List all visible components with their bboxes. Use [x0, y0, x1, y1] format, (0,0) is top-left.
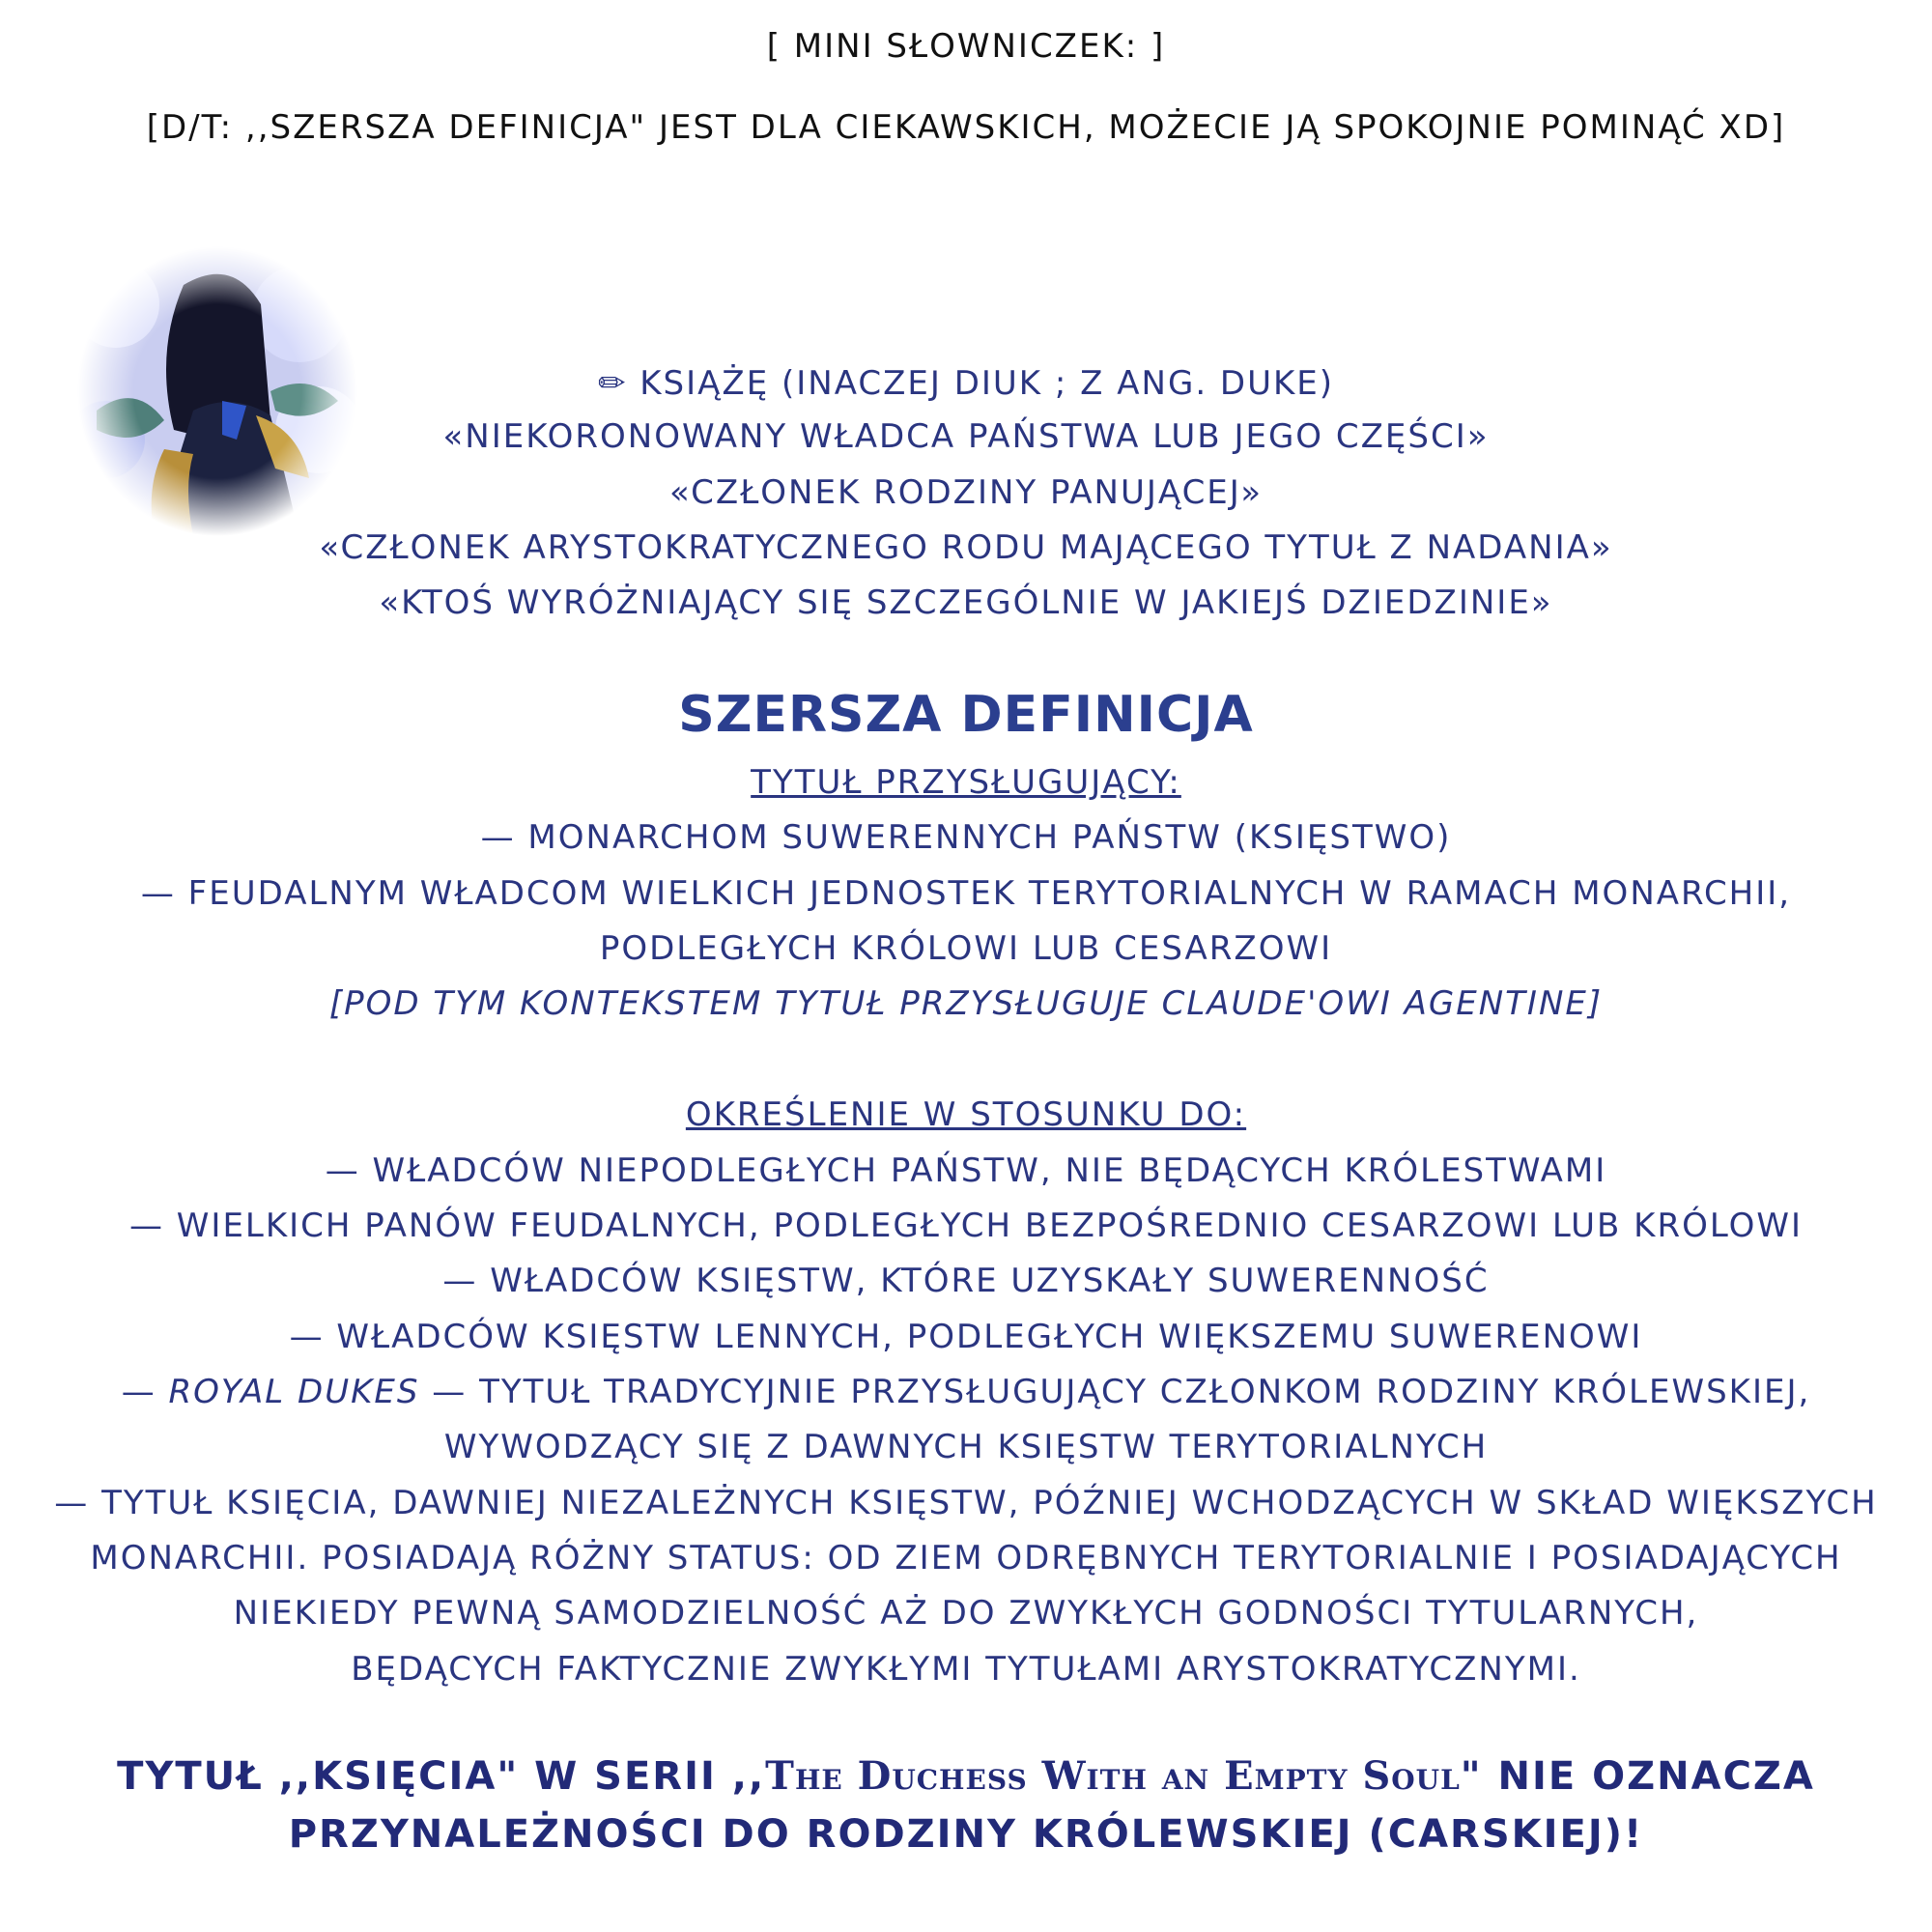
definition-meaning: «CZŁONEK RODZINY PANUJĄCEJ» [668, 473, 1264, 512]
list-item: WYWODZĄCY SIĘ Z DAWNYCH KSIĘSTW TERYTORIALNYCH [443, 1428, 1489, 1466]
definition-meaning: «CZŁONEK ARYSTOKRATYCZNEGO RODU MAJĄCEGO TYTUŁ Z NADANIA» [319, 528, 1613, 567]
section-subtitle: TYTUŁ PRZYSŁUGUJĄCY: [751, 763, 1181, 802]
series-title: The Duchess With an Empty Soul [765, 1753, 1461, 1799]
list-item: — WIELKICH PANÓW FEUDALNYCH, PODLEGŁYCH BEZPOŚREDNIO CESARZOWI LUB KRÓLOWI [128, 1207, 1804, 1245]
list-item: — WŁADCÓW KSIĘSTW LENNYCH, PODLEGŁYCH WIĘKSZEMU SUWERENOWI [289, 1318, 1643, 1356]
section-subtitle: OKREŚLENIE W STOSUNKU DO: [685, 1095, 1247, 1134]
footer-statement: PRZYNALEŻNOŚCI DO RODZINY KRÓLEWSKIEJ (CARSKIEJ)! [288, 1812, 1644, 1857]
list-item: NIEKIEDY PEWNĄ SAMODZIELNOŚĆ AŻ DO ZWYKŁYCH GODNOŚCI TYTULARNYCH, [233, 1594, 1699, 1633]
dash: — [121, 1373, 169, 1411]
list-item: — MONARCHOM SUWERENNYCH PAŃSTW (KSIĘSTWO) [480, 818, 1452, 857]
page-title: [ MINI SŁOWNICZEK: ] [766, 27, 1166, 66]
definition-meaning: «NIEKORONOWANY WŁADCA PAŃSTWA LUB JEGO CZĘŚCI» [442, 417, 1490, 456]
section-heading: SZERSZA DEFINICJA [678, 686, 1254, 744]
royal-dukes-desc: — TYTUŁ TRADYCYJNIE PRZYSŁUGUJĄCY CZŁONKOM RODZINY KRÓLEWSKIEJ, [419, 1373, 1811, 1411]
translator-note: [D/T: ,,SZERSZA DEFINICJA" JEST DLA CIEKAWSKICH, MOŻECIE JĄ SPOKOJNIE POMINĄĆ XD] [146, 108, 1786, 147]
footer-statement [0, 1753, 1932, 1799]
list-item: BĘDĄCYCH FAKTYCZNIE ZWYKŁYMI TYTUŁAMI ARYSTOKRATYCZNYMI. [351, 1650, 1581, 1689]
definition-term: ✏ KSIĄŻĘ (INACZEJ DIUK ; Z ANG. DUKE) [597, 364, 1335, 403]
list-item: — WŁADCÓW KSIĘSTW, KTÓRE UZYSKAŁY SUWERENNOŚĆ [442, 1262, 1490, 1300]
list-item: PODLEGŁYCH KRÓLOWI LUB CESARZOWI [599, 929, 1333, 968]
footer-text: TYTUŁ ,,KSIĘCIA" W SERII ,, [117, 1754, 766, 1799]
list-note: [POD TYM KONTEKSTEM TYTUŁ PRZYSŁUGUJE CLAUDE'OWI AGENTINE] [328, 984, 1604, 1023]
royal-dukes-term: ROYAL DUKES [168, 1373, 420, 1411]
list-item: — WŁADCÓW NIEPODLEGŁYCH PAŃSTW, NIE BĘDĄCYCH KRÓLESTWAMI [325, 1151, 1607, 1190]
definition-meaning: «KTOŚ WYRÓŻNIAJĄCY SIĘ SZCZEGÓLNIE W JAKIEJŚ DZIEDZINIE» [379, 583, 1553, 622]
list-item: MONARCHII. POSIADAJĄ RÓŻNY STATUS: OD ZIEM ODRĘBNYCH TERYTORIALNIE I POSIADAJĄCYCH [90, 1539, 1842, 1577]
list-item: — FEUDALNYM WŁADCOM WIELKICH JEDNOSTEK TERYTORIALNYCH W RAMACH MONARCHII, [140, 874, 1792, 913]
footer-text: " NIE OZNACZA [1460, 1754, 1815, 1799]
list-item [0, 1373, 1932, 1411]
list-item: — TYTUŁ KSIĘCIA, DAWNIEJ NIEZALEŻNYCH KSIĘSTW, PÓŹNIEJ WCHODZĄCYCH W SKŁAD WIĘKSZYCH [54, 1484, 1878, 1522]
